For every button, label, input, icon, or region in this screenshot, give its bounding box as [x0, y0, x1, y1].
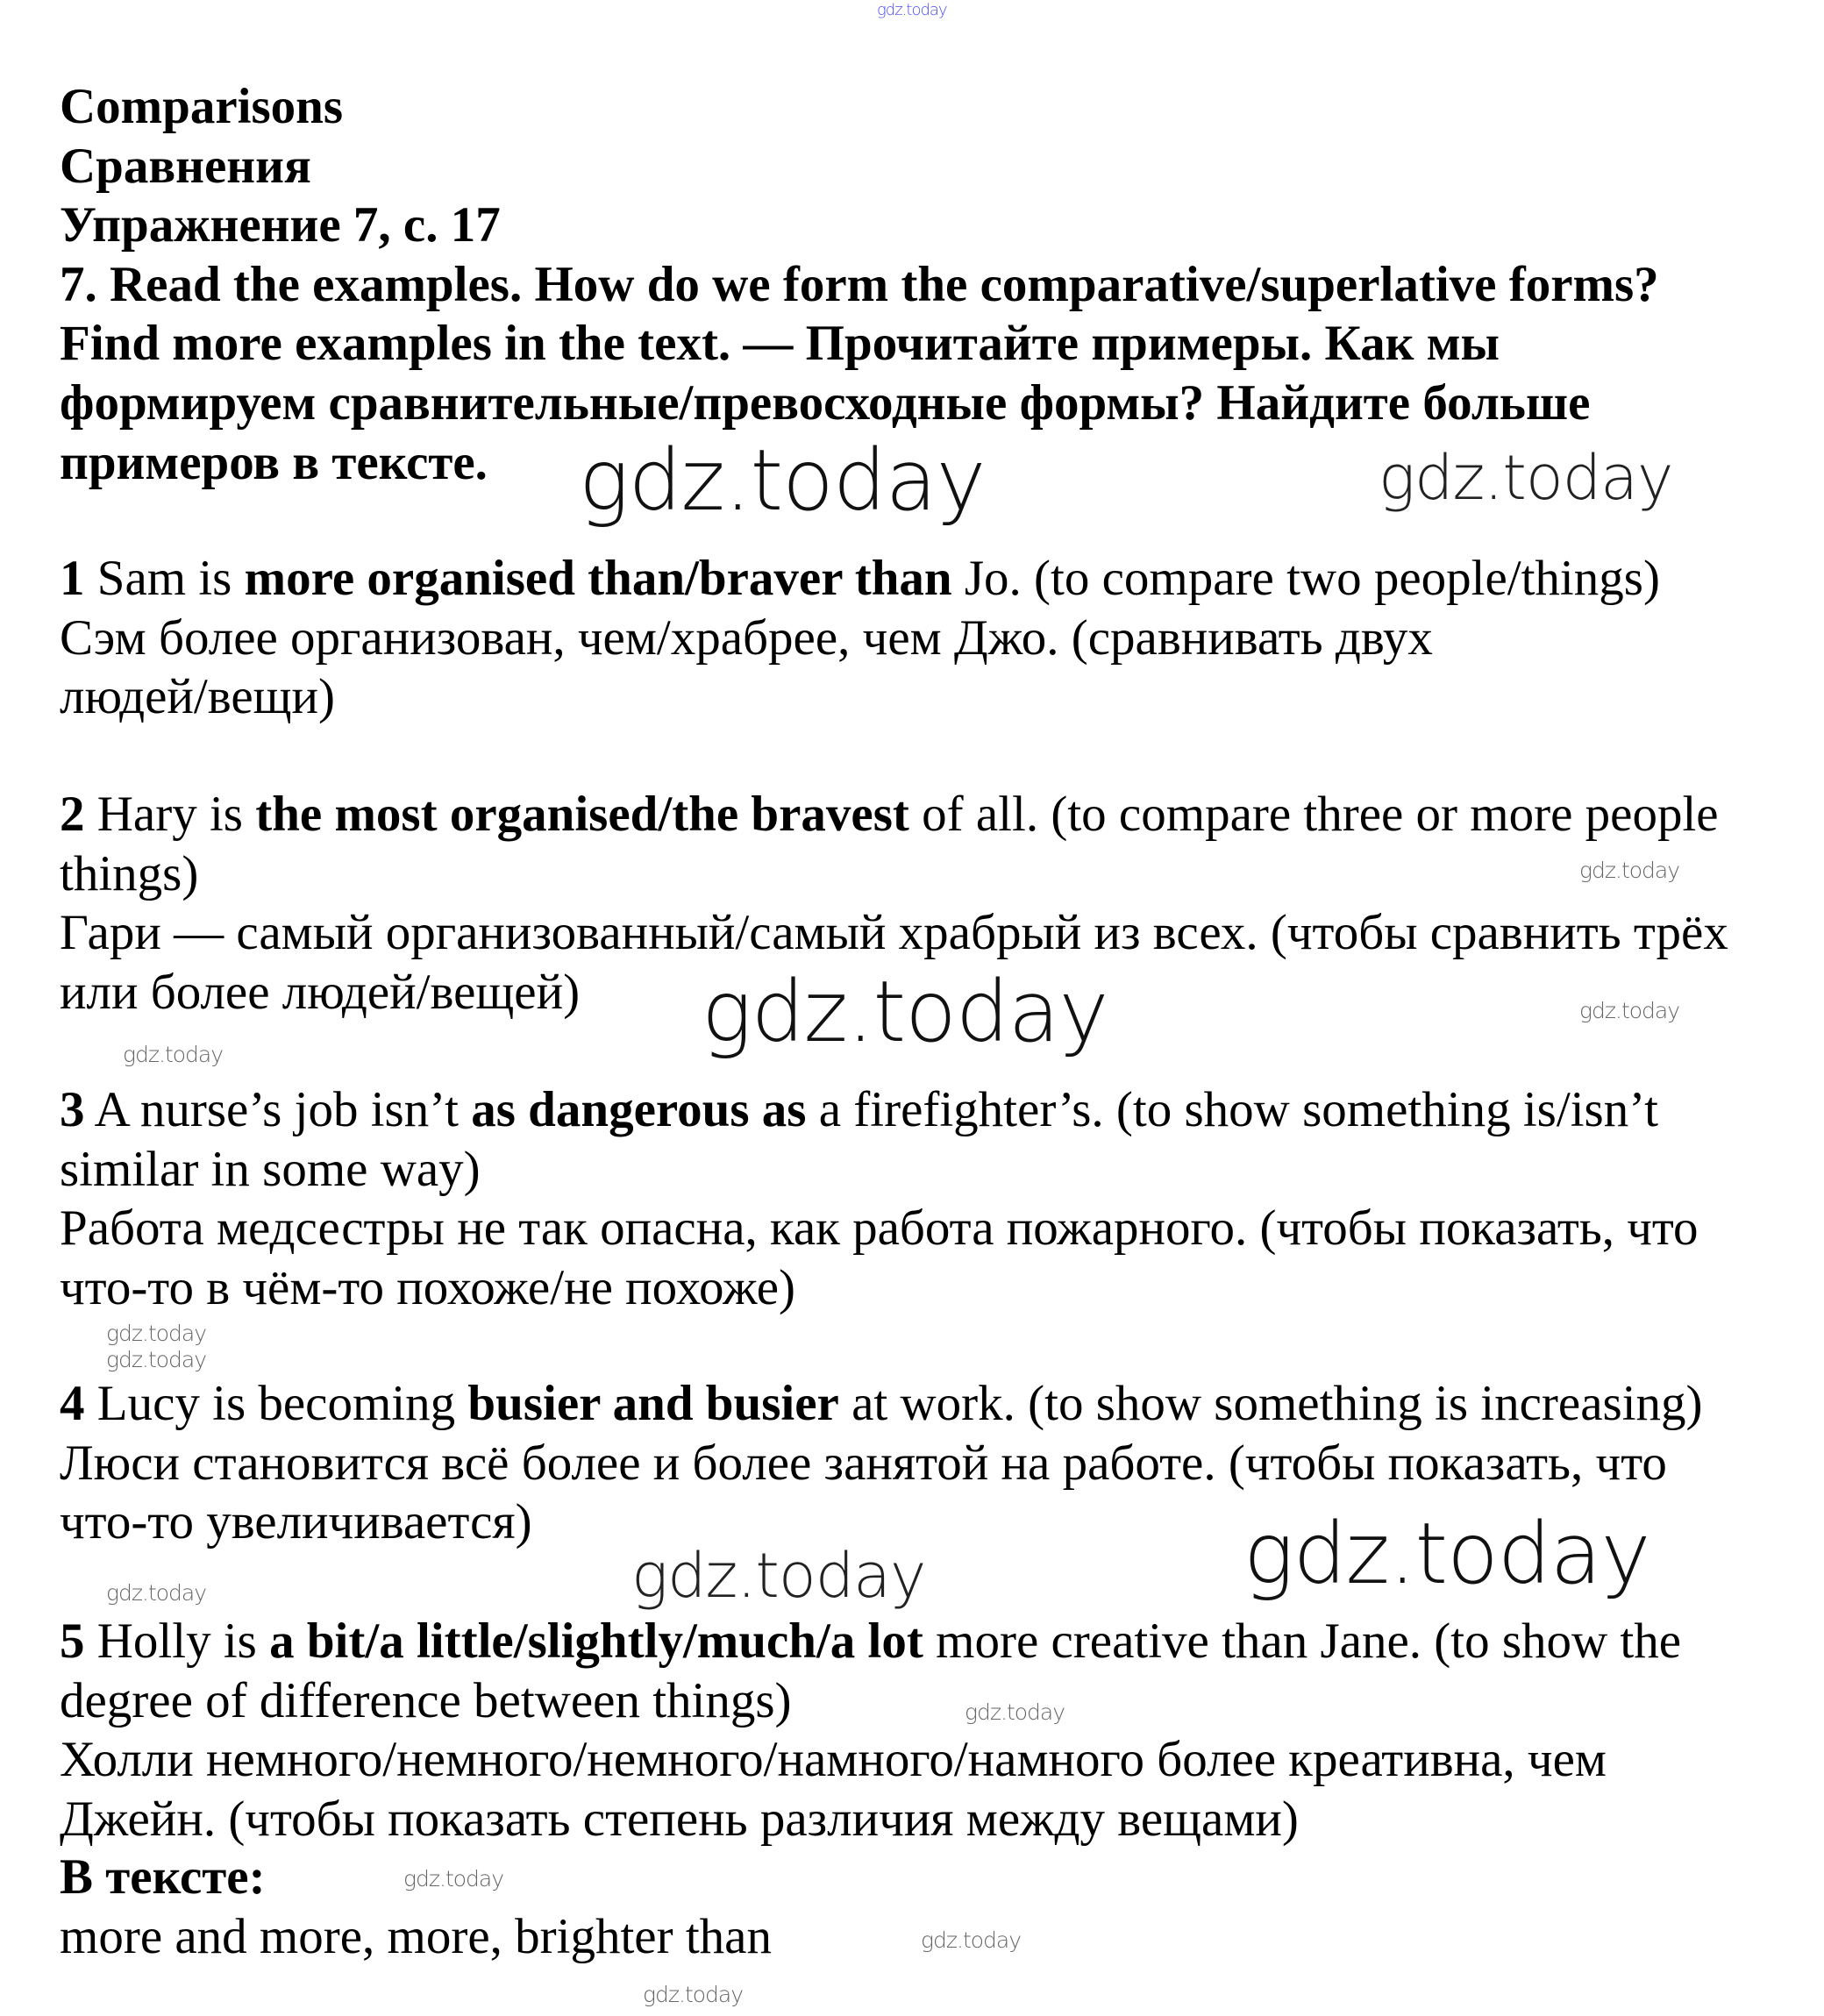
text: или более людей/вещей) [60, 964, 581, 1020]
text-line [60, 1907, 772, 1967]
text: a firefighter’s. (to show something is/isn’t [806, 1082, 1659, 1137]
text-line [60, 1730, 1607, 1790]
text-line [60, 314, 1500, 374]
text: more creative than Jane. (to show the [923, 1614, 1682, 1669]
watermark: gdz.today [106, 1321, 207, 1346]
text-line [60, 903, 1728, 963]
text-line [60, 609, 1433, 668]
example-5 [60, 1612, 1681, 1849]
text-line [60, 433, 488, 493]
text-line [60, 844, 198, 904]
text-line [60, 785, 1719, 844]
text: Lucy is becoming [84, 1376, 468, 1431]
bold-text: as dangerous as [471, 1082, 807, 1137]
text-line [60, 1848, 266, 1907]
text: Работа медсестры не так опасна, как работа пожарного. (чтобы показать, что [60, 1200, 1699, 1257]
bold-text: Comparisons [60, 79, 344, 134]
text-line [60, 549, 1660, 609]
watermark: gdz.today [106, 1347, 207, 1372]
text-line [60, 374, 1590, 433]
text-line [60, 1434, 1667, 1493]
watermark: gdz.today [1379, 442, 1673, 514]
bold-text: 2 [60, 787, 85, 842]
text-line [60, 963, 580, 1022]
bold-text: a bit/a little/slightly/much/a lot [269, 1614, 923, 1669]
watermark: gdz.today [1243, 1505, 1650, 1603]
bold-text: 7. Read the examples. How do we form the comparative/superlative forms? [60, 256, 1659, 312]
bold-text: В тексте: [60, 1849, 266, 1905]
bold-text: busier and busier [467, 1376, 839, 1431]
text: at work. (to show something is increasing) [838, 1376, 1703, 1431]
text-line [60, 1612, 1681, 1671]
text: Sam is [84, 551, 245, 606]
bold-text: формируем сравнительные/превосходные формы? Найдите больше [60, 374, 1591, 431]
text: людей/вещи) [60, 669, 336, 725]
bold-text: the most organised/the bravest [255, 787, 909, 842]
text: degree of difference between things) [60, 1672, 792, 1728]
watermark: gdz.today [123, 1042, 224, 1067]
bold-text: 1 [60, 551, 85, 606]
text: things) [60, 845, 199, 901]
bold-text: примеров в тексте. [60, 434, 488, 490]
text-line [60, 1199, 1699, 1258]
watermark: gdz.today [106, 1580, 207, 1606]
text: что-то увеличивается) [60, 1494, 532, 1550]
watermark: gdz.today [965, 1699, 1065, 1725]
bold-text: Find more examples in the text. — Прочитайте примеры. Как мы [60, 316, 1500, 372]
watermark: gdz.today [579, 431, 986, 530]
text-line [60, 1492, 532, 1552]
text-line [60, 1080, 1658, 1140]
text: A nurse’s job isn’t [84, 1082, 472, 1137]
watermark: gdz.today [403, 1866, 504, 1891]
text: Сэм более организован, чем/храбрее, чем Джо. (сравнивать двух [60, 609, 1433, 666]
bold-text: Упражнение 7, с. 17 [60, 197, 501, 253]
bold-text: more organised than/braver than [244, 551, 952, 606]
bold-text: 3 [60, 1082, 85, 1137]
watermark: gdz.today [702, 963, 1108, 1061]
text: Holly is [84, 1614, 270, 1669]
bold-text: 4 [60, 1376, 85, 1431]
text: of all. (to compare three or more people [908, 787, 1719, 842]
text-line [60, 1140, 481, 1200]
text: more and more, more, brighter than [60, 1908, 772, 1964]
watermark: gdz.today [1579, 998, 1680, 1023]
text-line [60, 667, 335, 727]
text-line [60, 255, 1659, 315]
watermark: gdz.today [631, 1540, 926, 1612]
text-line [60, 1790, 1299, 1849]
text-line [60, 196, 501, 255]
exercise-header [60, 77, 1659, 492]
watermark: gdz.today [1579, 858, 1680, 883]
text-line [60, 77, 343, 137]
watermark: gdz.today [921, 1927, 1022, 1953]
watermark: gdz.today [643, 1982, 744, 2007]
text: Холли немного/немного/немного/намного/намного более креативна, чем [60, 1732, 1607, 1788]
example-3 [60, 1080, 1699, 1317]
text: Люси становится всё более и более занятой на работе. (чтобы показать, что [60, 1435, 1667, 1491]
text: Hary is [84, 787, 256, 842]
text-line [60, 1374, 1703, 1434]
text: что-то в чём-то похоже/не похоже) [60, 1259, 796, 1315]
text-line [60, 1258, 795, 1318]
text-line [60, 137, 311, 196]
text: Гари — самый организованный/самый храбрый из всех. (чтобы сравнить трёх [60, 905, 1728, 961]
text: Джейн. (чтобы показать степень различия между вещами) [60, 1791, 1299, 1847]
text-line [60, 1671, 792, 1731]
text: similar in some way) [60, 1141, 481, 1197]
bold-text: 5 [60, 1614, 85, 1669]
example-1 [60, 549, 1660, 727]
text: Jo. (to compare two people/things) [951, 551, 1660, 606]
bold-text: Сравнения [60, 138, 311, 194]
watermark: gdz.today [877, 1, 947, 19]
